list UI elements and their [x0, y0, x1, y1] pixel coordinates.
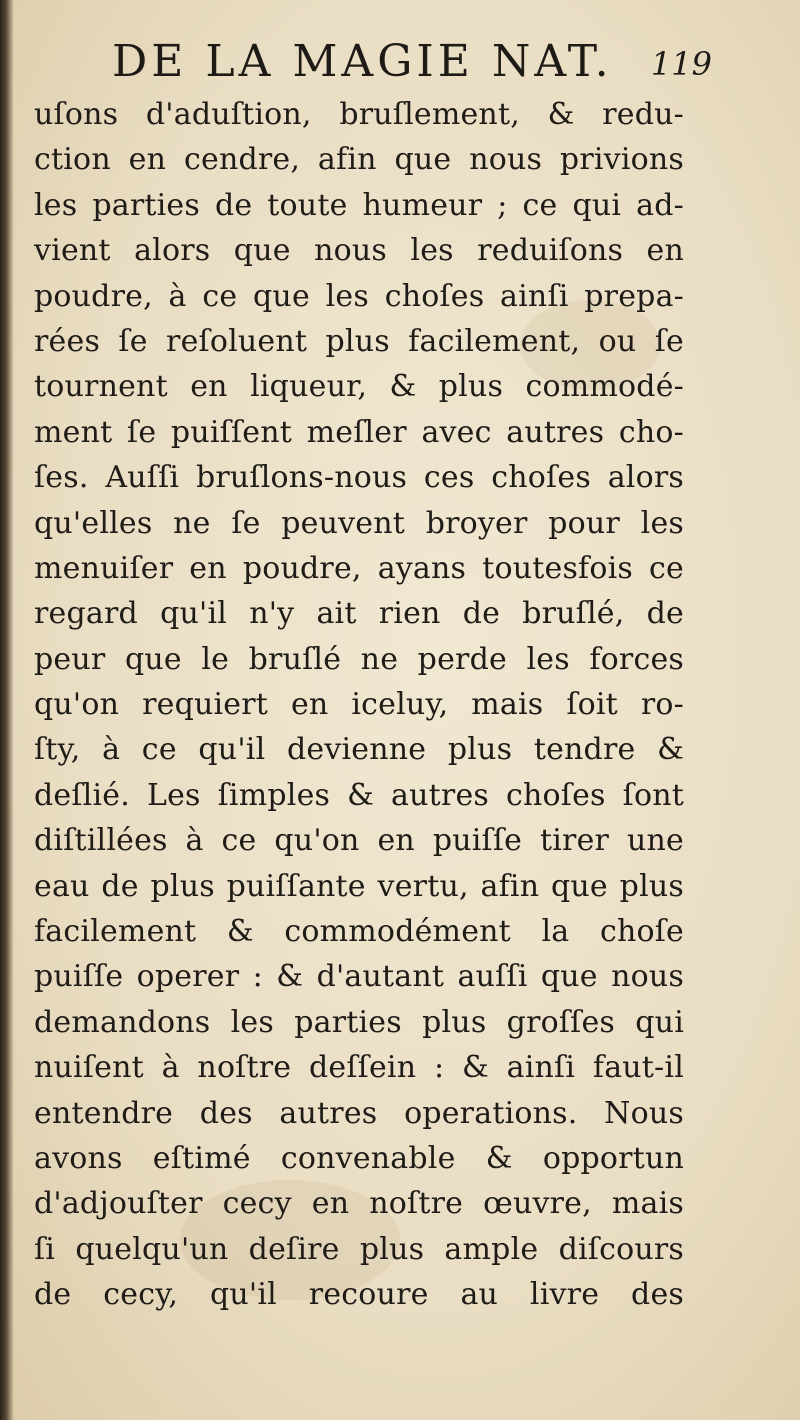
text-line: puiſſe operer : & d'autant auſſi que nous: [34, 959, 684, 995]
binding-edge: [0, 0, 14, 1420]
text-line: poudre, à ce que les choſes ainſi prepa-: [34, 278, 684, 314]
text-line: d'adjouſter cecy en noſtre œuvre, mais: [34, 1186, 684, 1222]
text-line: peur que le bruſlé ne perde les forces: [34, 641, 684, 677]
text-line: ction en cendre, afin que nous privions: [34, 142, 684, 178]
text-line: nuiſent à noſtre deſſein : & ainſi faut-il: [34, 1050, 684, 1086]
text-line: entendre des autres operations. Nous: [34, 1095, 684, 1131]
text-line: facilement & commodément la choſe: [34, 914, 684, 950]
text-line: regard qu'il n'y ait rien de bruſlé, de: [34, 596, 684, 632]
text-line: menuiſer en poudre, ayans toutesfois ce: [34, 550, 684, 586]
body-text: [34, 92, 684, 1318]
text-line: les parties de toute humeur ; ce qui ad-: [34, 187, 684, 223]
text-line: qu'elles ne ſe peuvent broyer pour les: [34, 505, 684, 541]
text-line: ment ſe puiſſent meſler avec autres cho-: [34, 414, 684, 450]
page-header: [112, 32, 712, 92]
text-line: demandons les parties plus groſſes qui: [34, 1004, 684, 1040]
text-line: rées ſe reſoluent plus facilement, ou ſe: [34, 323, 684, 359]
text-line: ſi quelqu'un deſire plus ample diſcours: [34, 1231, 684, 1267]
text-line: ſty, à ce qu'il devienne plus tendre &: [34, 732, 684, 768]
text-line: avons eſtimé convenable & opportun: [34, 1140, 684, 1176]
text-line: eau de plus puiſſante vertu, afin que plus: [34, 868, 684, 904]
running-title: DE LA MAGIE NAT.: [112, 36, 613, 87]
text-line: tournent en liqueur, & plus commodé-: [34, 369, 684, 405]
text-line: deſlié. Les ſimples & autres choſes ſont: [34, 777, 684, 813]
text-line: uſons d'aduſtion, bruſlement, & redu-: [34, 97, 684, 132]
page-number: 119: [650, 45, 712, 83]
text-line: qu'on requiert en iceluy, mais ſoit ro-: [34, 687, 684, 723]
text-line: diſtillées à ce qu'on en puiſſe tirer une: [34, 823, 684, 859]
text-line: ſes. Auſſi bruſlons-nous ces choſes alors: [34, 460, 684, 496]
text-line: de cecy, qu'il recoure au livre des: [34, 1277, 684, 1313]
text-line: vient alors que nous les reduiſons en: [34, 233, 684, 269]
